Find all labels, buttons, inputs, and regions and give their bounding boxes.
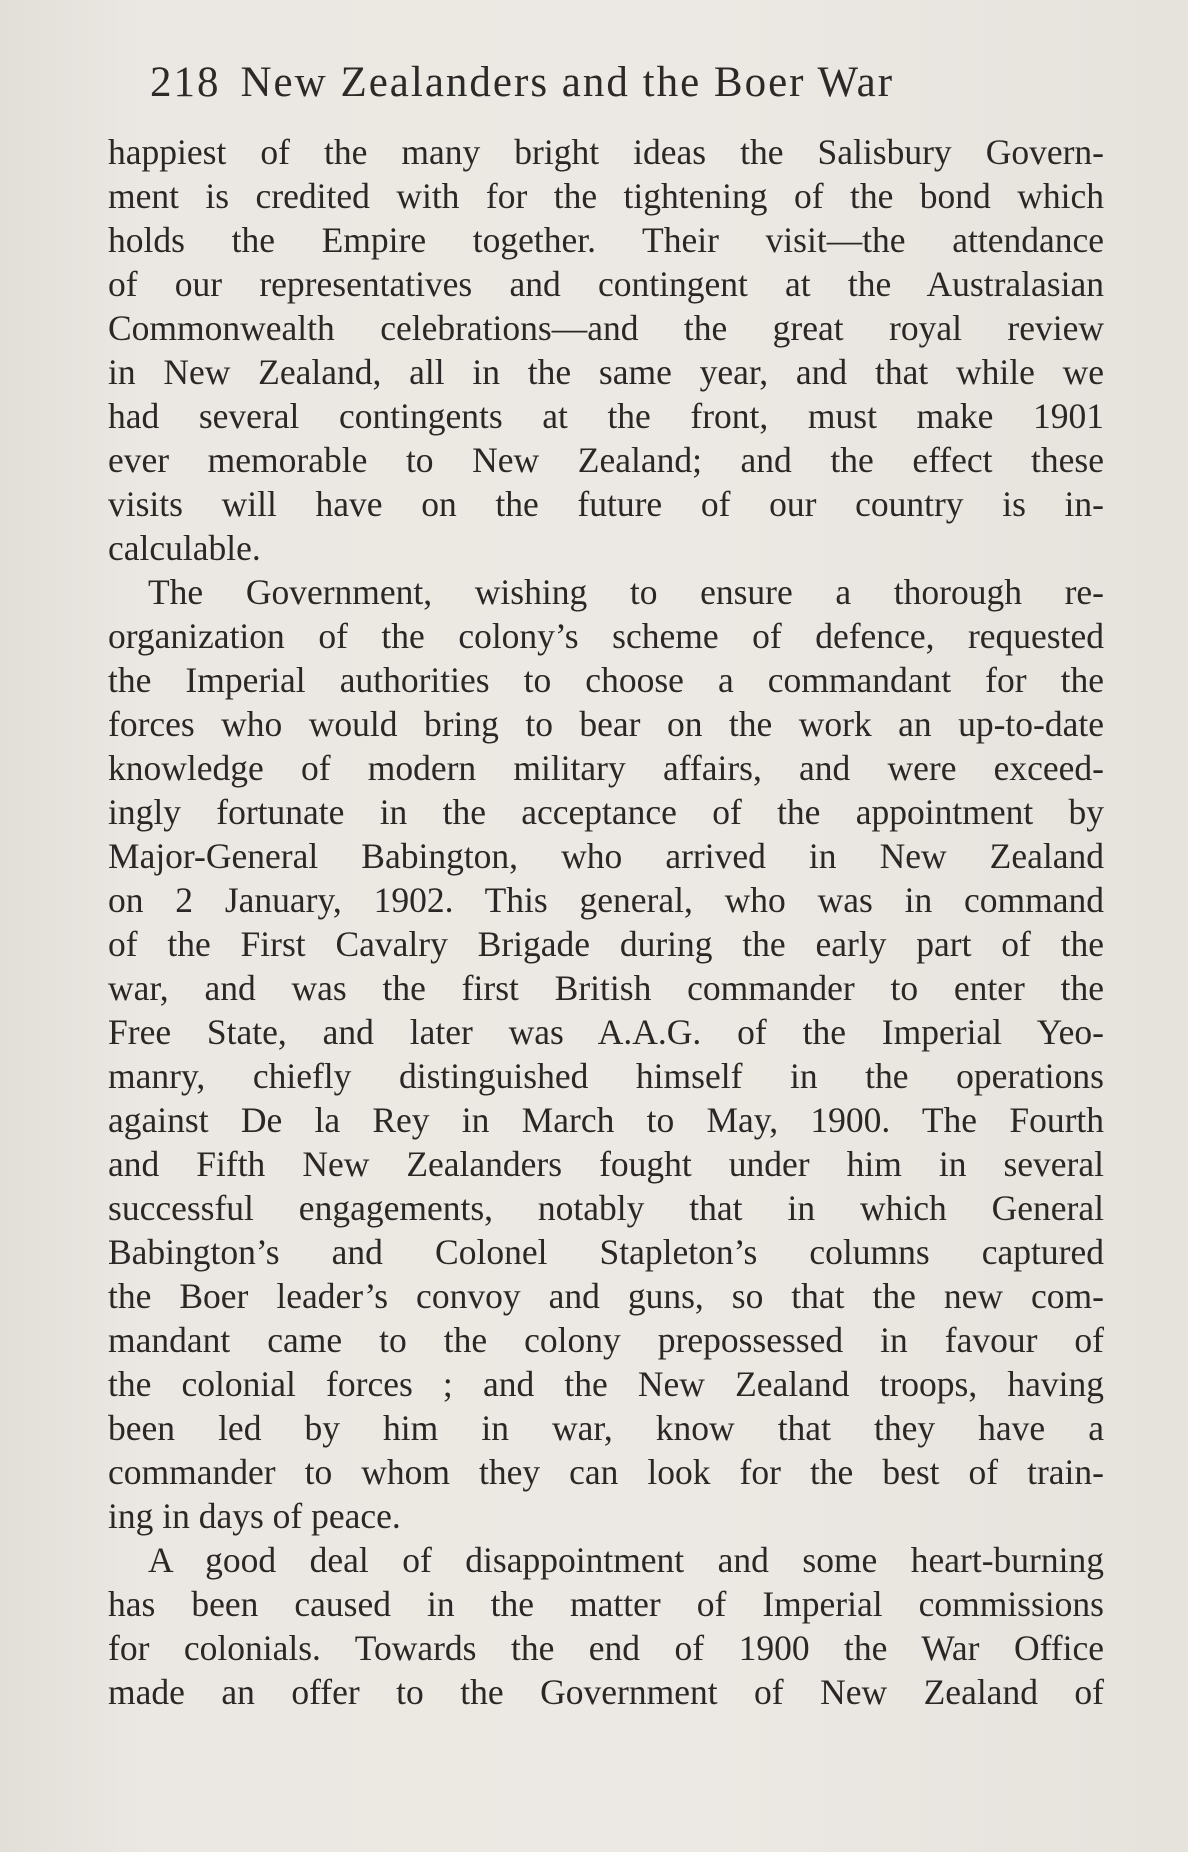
text-line: the colonial forces ; and the New Zealand troops, having [108,1364,1104,1404]
text-line: visits will have on the future of our country is in- [108,484,1104,524]
text-line: Babington’s and Colonel Stapleton’s columns captured [108,1232,1104,1272]
running-head [150,58,1056,118]
page-number: 218 [150,59,221,106]
text-line: happiest of the many bright ideas the Salisbury Govern- [108,132,1104,172]
text-line: holds the Empire together. Their visit—the attendance [108,220,1104,260]
text-line: the Imperial authorities to choose a commandant for the [108,660,1104,700]
text-line: for colonials. Towards the end of 1900 the War Office [108,1628,1104,1668]
body-text [108,130,1104,1714]
text-line: A good deal of disappointment and some heart-burning [148,1540,1104,1580]
text-line: successful engagements, notably that in which General [108,1188,1104,1228]
text-line: has been caused in the matter of Imperial commissions [108,1584,1104,1624]
text-line: on 2 January, 1902. This general, who was in command [108,880,1104,920]
text-line: and Fifth New Zealanders fought under him in several [108,1144,1104,1184]
text-line: ever memorable to New Zealand; and the effect these [108,440,1104,480]
text-line: The Government, wishing to ensure a thorough re- [148,572,1104,612]
text-line: ment is credited with for the tightening of the bond which [108,176,1104,216]
text-line: ingly fortunate in the acceptance of the appointment by [108,792,1104,832]
running-title: New Zealanders and the Boer War [240,59,895,106]
text-line: knowledge of modern military affairs, and were exceed- [108,748,1104,788]
paragraph-3 [108,1538,1104,1714]
text-line: of our representatives and contingent at the Australasian [108,264,1104,304]
text-line: of the First Cavalry Brigade during the early part of the [108,924,1104,964]
text-line: commander to whom they can look for the best of train- [108,1452,1104,1492]
text-line: against De la Rey in March to May, 1900. The Fourth [108,1100,1104,1140]
text-line: organization of the colony’s scheme of defence, requested [108,616,1104,656]
text-line: Free State, and later was A.A.G. of the Imperial Yeo- [108,1012,1104,1052]
paragraph-2 [108,570,1104,1538]
text-line: mandant came to the colony prepossessed in favour of [108,1320,1104,1360]
text-line: in New Zealand, all in the same year, and that while we [108,352,1104,392]
text-line: Commonwealth celebrations—and the great royal review [108,308,1104,348]
text-line: the Boer leader’s convoy and guns, so that the new com- [108,1276,1104,1316]
text-line: calculable. [108,528,261,568]
text-line: Major-General Babington, who arrived in New Zealand [108,836,1104,876]
text-line: had several contingents at the front, must make 1901 [108,396,1104,436]
text-line: ing in days of peace. [108,1496,401,1536]
text-line: war, and was the first British commander to enter the [108,968,1104,1008]
text-line: been led by him in war, know that they have a [108,1408,1104,1448]
paragraph-1 [108,130,1104,570]
text-line: forces who would bring to bear on the work an up-to-date [108,704,1104,744]
text-line: made an offer to the Government of New Zealand of [108,1672,1104,1712]
text-line: manry, chiefly distinguished himself in the operations [108,1056,1104,1096]
